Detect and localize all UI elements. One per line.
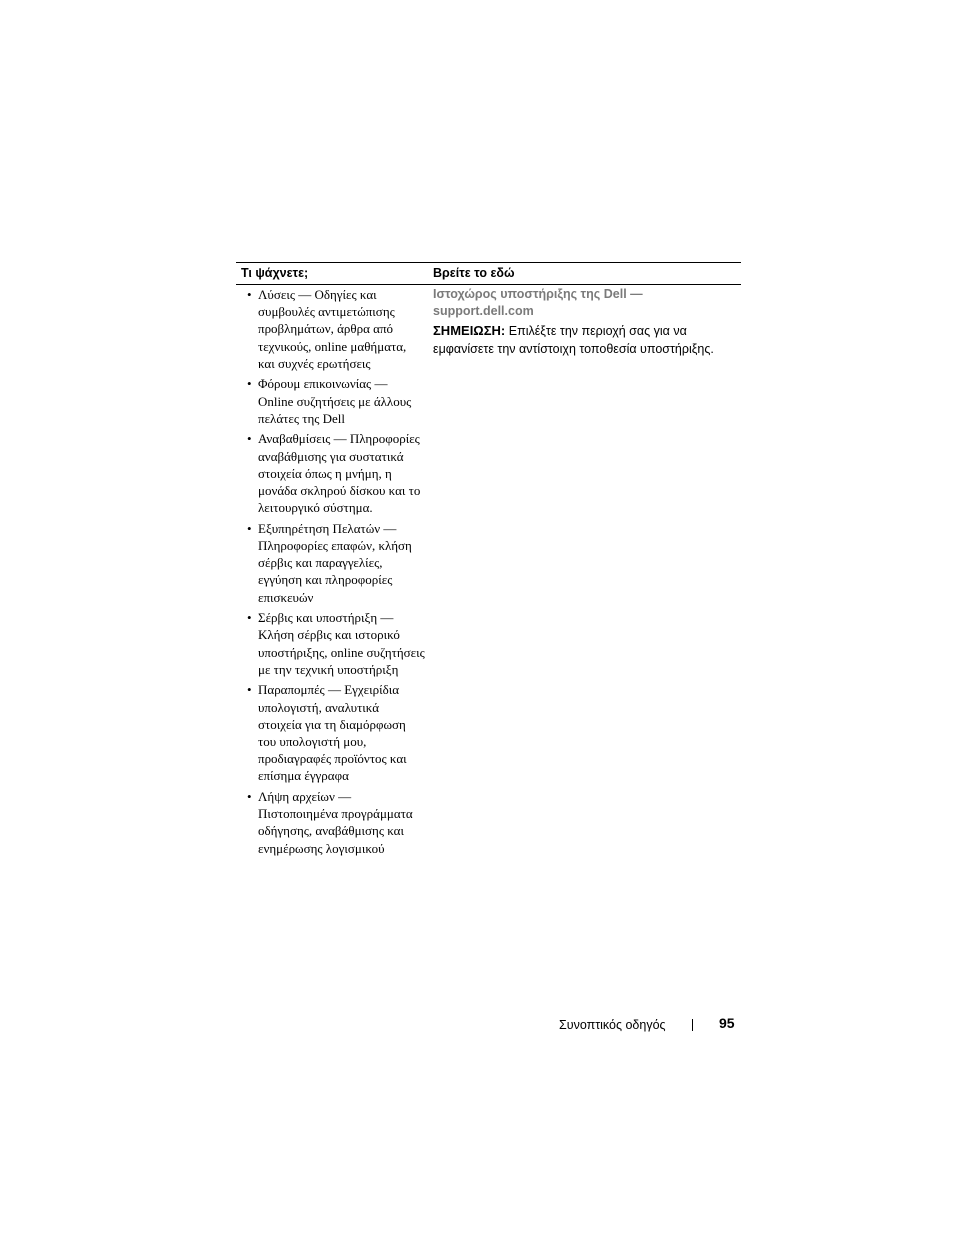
- bullet-icon: •: [247, 431, 252, 447]
- support-site-url[interactable]: support.dell.com: [433, 304, 534, 318]
- list-item-text: Λύσεις — Οδηγίες και συμβουλές αντιμετώπισης προβλημάτων, άρθρα από τεχνικούς, online μαθήματα, και συχνές ερωτήσεις: [258, 287, 407, 371]
- footer-title: Συνοπτικός οδηγός: [559, 1018, 666, 1032]
- list-item: [246, 520, 426, 606]
- bullet-icon: •: [247, 610, 252, 626]
- table-header-find-it-here: Βρείτε το εδώ: [433, 266, 515, 280]
- topics-list: [246, 286, 426, 860]
- list-item: [246, 430, 426, 516]
- bullet-icon: •: [247, 520, 252, 536]
- list-item: [246, 286, 426, 372]
- source-column: [433, 286, 733, 358]
- support-site-link[interactable]: [433, 286, 733, 320]
- bullet-icon: •: [247, 287, 252, 302]
- table-header-what-looking-for: Τι ψάχνετε;: [241, 266, 309, 280]
- bullet-icon: •: [247, 789, 252, 805]
- bullet-icon: •: [247, 682, 252, 698]
- list-item-text: Αναβαθμίσεις — Πληροφορίες αναβάθμισης για συστατικά στοιχεία όπως η μνήμη, η μονάδα σκληρού δίσκου και το λειτουργικό σύστημα.: [258, 431, 421, 516]
- bullet-icon: •: [247, 376, 252, 392]
- page-number: 95: [719, 1015, 735, 1031]
- list-item: [246, 788, 426, 857]
- list-item: [246, 609, 426, 678]
- table-top-rule: [236, 262, 741, 263]
- list-item: [246, 681, 426, 784]
- list-item-text: Παραπομπές — Εγχειρίδια υπολογιστή, αναλυτικά στοιχεία για τη διαμόρφωση του υπολογιστή μου, προδιαγραφές προϊόντος και επίσημα έγγραφα: [258, 682, 407, 784]
- note-label: ΣΗΜΕΙΩΣΗ:: [433, 323, 506, 338]
- list-item-text: Εξυπηρέτηση Πελατών — Πληροφορίες επαφών, κλήση σέρβις και παραγγελίες, εγγύηση και πληροφορίες επισκευών: [258, 520, 412, 605]
- table-header-rule: [236, 284, 741, 285]
- note: [433, 322, 733, 358]
- note-text: Επιλέξτε την περιοχή σας για να εμφανίσετε την αντίστοιχη τοποθεσία υποστήριξης.: [433, 324, 714, 356]
- list-item-text: Φόρουμ επικοινωνίας — Online συζητήσεις με άλλους πελάτες της Dell: [258, 376, 412, 426]
- list-item-text: Λήψη αρχείων — Πιστοποιημένα προγράμματα οδήγησης, αναβάθμισης και ενημέρωσης λογισμικού: [258, 789, 413, 856]
- support-site-name: Ιστοχώρος υποστήριξης της Dell —: [433, 287, 643, 301]
- footer-separator: [692, 1019, 693, 1031]
- list-item-text: Σέρβις και υποστήριξη — Κλήση σέρβις και ιστορικό υποστήριξης, online συζητήσεις με την τεχνική υποστήριξη: [258, 610, 425, 677]
- list-item: [246, 375, 426, 427]
